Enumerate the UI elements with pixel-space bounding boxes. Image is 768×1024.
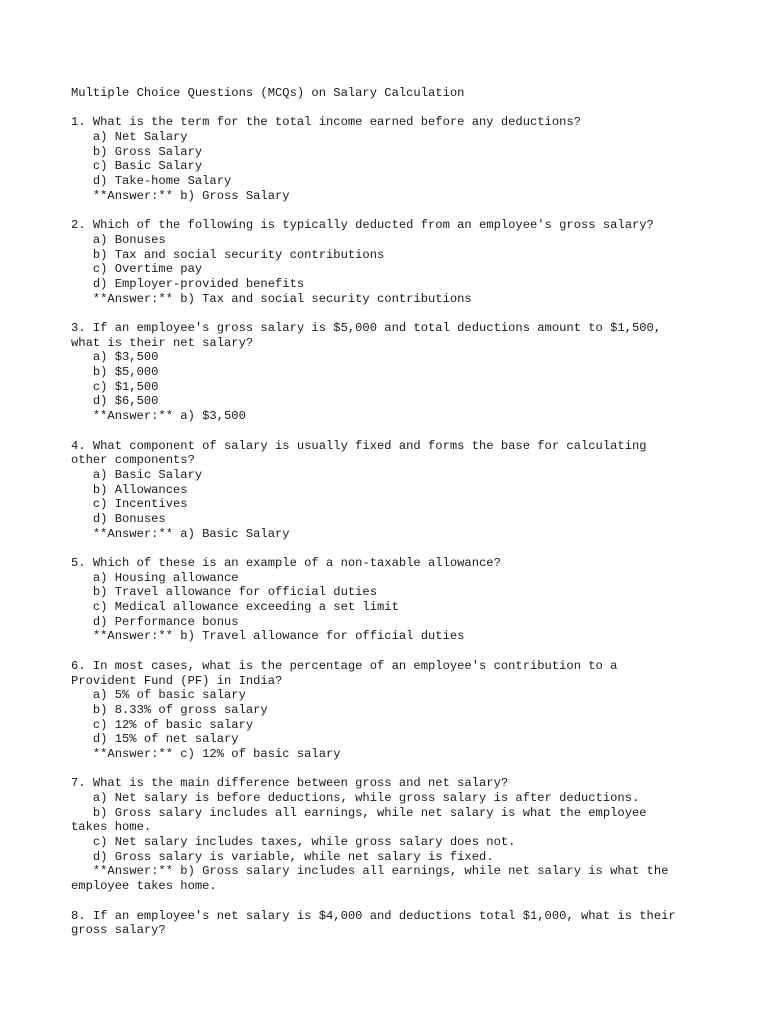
answer-option: b) Allowances bbox=[71, 482, 188, 497]
answer-option: b) $5,000 bbox=[71, 365, 159, 380]
answer-key: **Answer:** a) Basic Salary bbox=[71, 526, 290, 541]
question-list bbox=[71, 101, 711, 938]
question-text: 3. If an employee's gross salary is $5,000 and total deductions amount to $1,500, bbox=[71, 321, 662, 335]
answer-option: b) Gross salary includes all earnings, while net salary is what the employee bbox=[71, 805, 647, 820]
document-page bbox=[71, 86, 711, 938]
answer-option: b) 8.33% of gross salary bbox=[71, 702, 268, 717]
answer-option: d) Gross salary is variable, while net salary is fixed. bbox=[71, 849, 494, 864]
answer-key: **Answer:** b) Travel allowance for official duties bbox=[71, 629, 465, 644]
answer-key: **Answer:** a) $3,500 bbox=[71, 409, 246, 424]
answer-option: a) Housing allowance bbox=[71, 570, 239, 585]
question-text: other components? bbox=[71, 453, 195, 468]
answer-option: a) Net salary is before deductions, while gross salary is after deductions. bbox=[71, 791, 640, 805]
question-text: 2. Which of the following is typically deducted from an employee's gross salary? bbox=[71, 218, 654, 233]
blank-line bbox=[71, 894, 711, 909]
question-text: 5. Which of these is an example of a non-taxable allowance? bbox=[71, 556, 501, 570]
answer-option: d) $6,500 bbox=[71, 394, 159, 409]
question-text: 7. What is the main difference between gross and net salary? bbox=[71, 776, 509, 791]
question-text: gross salary? bbox=[71, 923, 166, 938]
answer-option: b) Gross Salary bbox=[71, 144, 203, 159]
question-text: what is their net salary? bbox=[71, 335, 254, 350]
question-text: 1. What is the term for the total income earned before any deductions? bbox=[71, 115, 581, 130]
answer-option: d) Take-home Salary bbox=[71, 174, 232, 189]
blank-line bbox=[71, 644, 711, 659]
blank-line bbox=[71, 424, 711, 439]
answer-option: c) 12% of basic salary bbox=[71, 717, 254, 732]
question-block bbox=[71, 556, 711, 644]
answer-option: d) Employer-provided benefits bbox=[71, 276, 305, 291]
question-text: Provident Fund (PF) in India? bbox=[71, 673, 283, 688]
answer-option: c) Overtime pay bbox=[71, 262, 203, 277]
answer-option: c) Medical allowance exceeding a set limit bbox=[71, 600, 399, 615]
question-block bbox=[71, 321, 711, 424]
question-text: 4. What component of salary is usually fixed and forms the base for calculating bbox=[71, 438, 647, 453]
question-block bbox=[71, 115, 711, 203]
answer-option: a) Net Salary bbox=[71, 130, 188, 145]
blank-line bbox=[71, 762, 711, 777]
answer-option: c) $1,500 bbox=[71, 379, 159, 394]
question-text: 8. If an employee's net salary is $4,000 and deductions total $1,000, what is their bbox=[71, 908, 676, 923]
blank-line bbox=[71, 101, 711, 116]
answer-option: d) Bonuses bbox=[71, 511, 166, 526]
answer-option: b) Travel allowance for official duties bbox=[71, 585, 377, 600]
answer-option: a) Basic Salary bbox=[71, 467, 203, 482]
blank-line bbox=[71, 204, 711, 219]
question-block bbox=[71, 439, 711, 542]
answer-option: d) Performance bonus bbox=[71, 614, 239, 629]
question-block bbox=[71, 909, 711, 938]
answer-key: **Answer:** c) 12% of basic salary bbox=[71, 746, 341, 761]
answer-key: **Answer:** b) Gross Salary bbox=[71, 188, 290, 203]
question-block bbox=[71, 659, 711, 762]
answer-option: c) Net salary includes taxes, while gross salary does not. bbox=[71, 835, 516, 850]
question-block bbox=[71, 776, 711, 894]
answer-option: c) Basic Salary bbox=[71, 159, 203, 174]
answer-option: a) $3,500 bbox=[71, 350, 159, 365]
answer-option: a) 5% of basic salary bbox=[71, 688, 246, 703]
answer-key: **Answer:** b) Gross salary includes all earnings, while net salary is what the bbox=[71, 864, 669, 879]
answer-option: c) Incentives bbox=[71, 497, 188, 512]
answer-option: b) Tax and social security contributions bbox=[71, 247, 385, 262]
answer-option: takes home. bbox=[71, 820, 152, 835]
question-block bbox=[71, 218, 711, 306]
answer-key: **Answer:** b) Tax and social security contributions bbox=[71, 291, 472, 306]
document-title: Multiple Choice Questions (MCQs) on Salary Calculation bbox=[71, 86, 465, 100]
question-text: 6. In most cases, what is the percentage of an employee's contribution to a bbox=[71, 658, 618, 673]
blank-line bbox=[71, 306, 711, 321]
answer-key: employee takes home. bbox=[71, 879, 217, 894]
blank-line bbox=[71, 541, 711, 556]
answer-option: a) Bonuses bbox=[71, 232, 166, 247]
answer-option: d) 15% of net salary bbox=[71, 732, 239, 747]
